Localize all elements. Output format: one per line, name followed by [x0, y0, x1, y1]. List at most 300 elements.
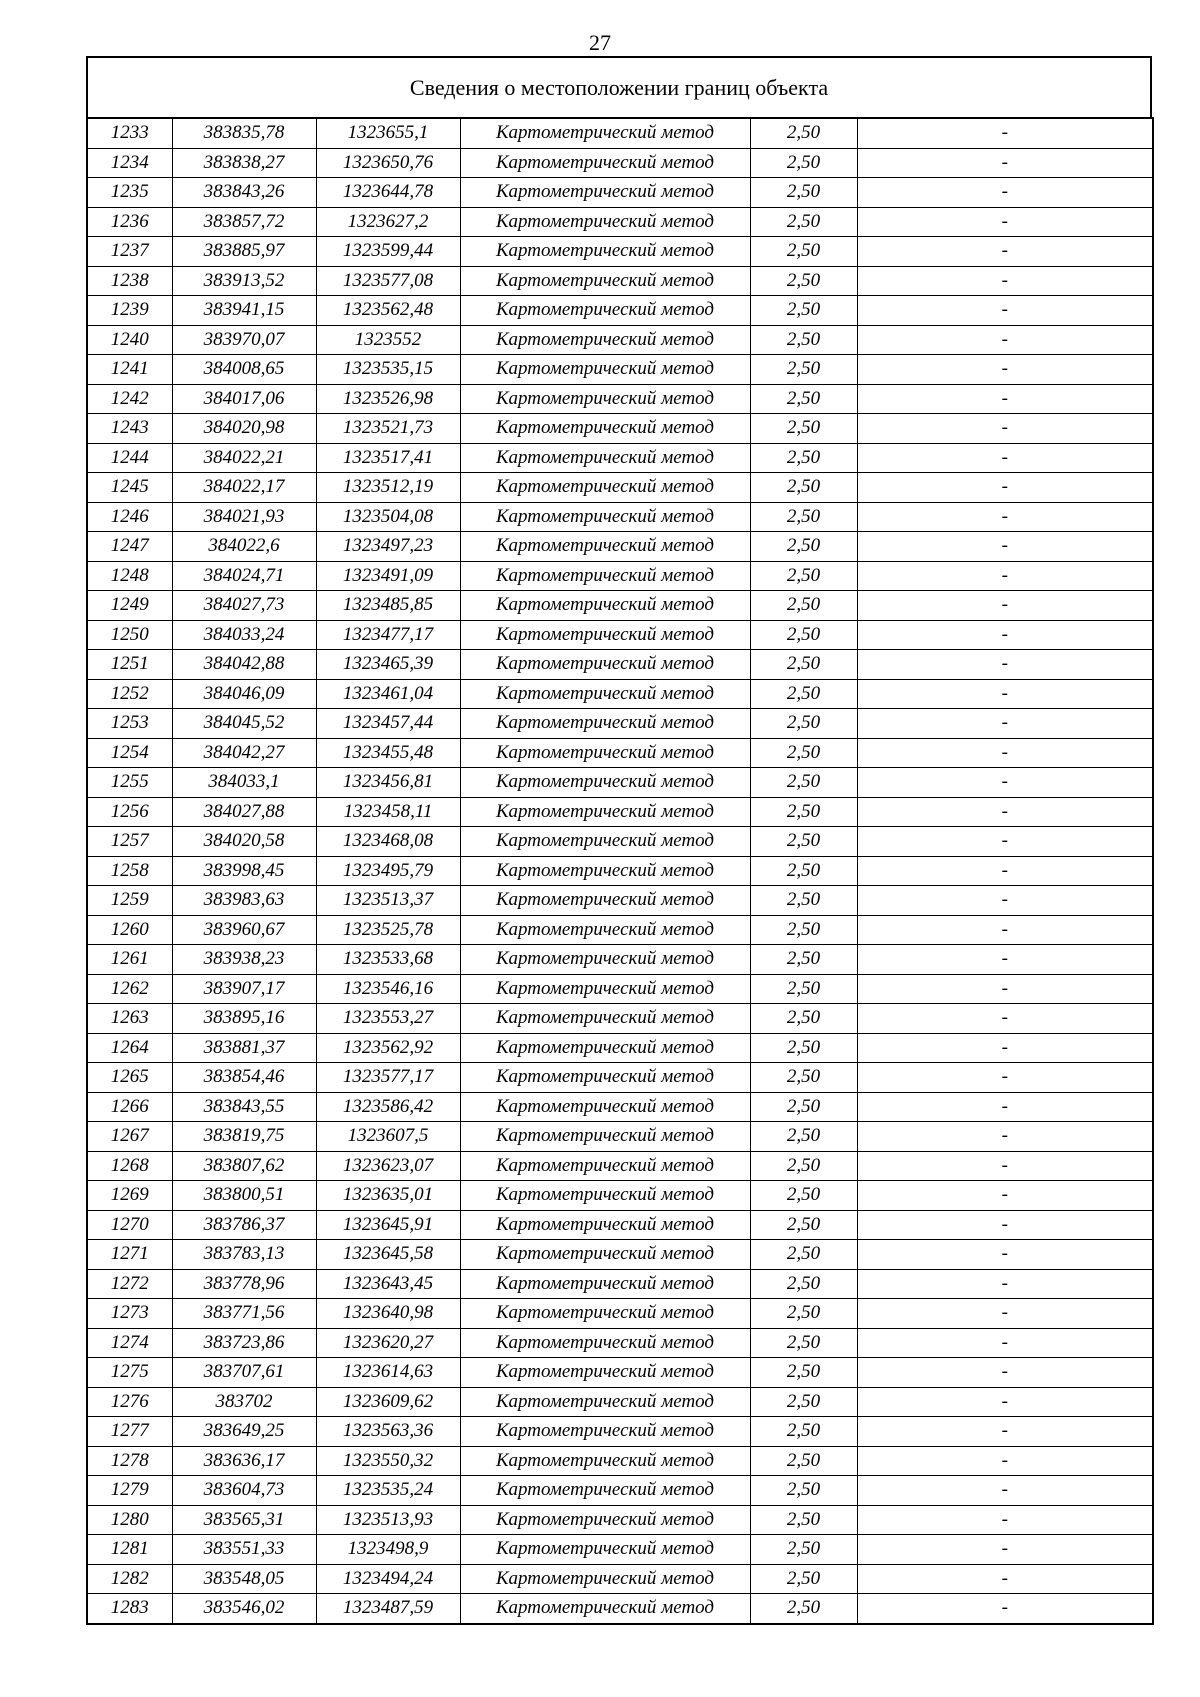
page-number: 27	[589, 30, 611, 55]
point-number-cell: 1270	[87, 1210, 172, 1240]
method-cell: Картометрический метод	[460, 1387, 750, 1417]
point-number-cell: 1252	[87, 679, 172, 709]
method-cell: Картометрический метод	[460, 1328, 750, 1358]
x-coordinate-cell: 384045,52	[172, 709, 316, 739]
method-cell: Картометрический метод	[460, 591, 750, 621]
description-cell: -	[857, 1594, 1153, 1624]
table-row	[87, 1535, 1153, 1565]
description-cell: -	[857, 1033, 1153, 1063]
description-cell: -	[857, 1564, 1153, 1594]
description-cell: -	[857, 591, 1153, 621]
accuracy-cell: 2,50	[750, 1564, 857, 1594]
point-number-cell: 1260	[87, 915, 172, 945]
description-cell: -	[857, 207, 1153, 237]
point-number-cell: 1256	[87, 797, 172, 827]
table-row	[87, 974, 1153, 1004]
point-number-cell: 1243	[87, 414, 172, 444]
table-row	[87, 178, 1153, 208]
point-number-cell: 1241	[87, 355, 172, 385]
description-cell: -	[857, 355, 1153, 385]
method-cell: Картометрический метод	[460, 207, 750, 237]
table-row	[87, 1240, 1153, 1270]
description-cell: -	[857, 886, 1153, 916]
method-cell: Картометрический метод	[460, 1417, 750, 1447]
method-cell: Картометрический метод	[460, 738, 750, 768]
x-coordinate-cell: 384022,21	[172, 443, 316, 473]
method-cell: Картометрический метод	[460, 473, 750, 503]
method-cell: Картометрический метод	[460, 237, 750, 267]
y-coordinate-cell: 1323562,92	[316, 1033, 460, 1063]
boundary-coordinates-table	[86, 117, 1154, 1625]
x-coordinate-cell: 383838,27	[172, 148, 316, 178]
x-coordinate-cell: 383843,55	[172, 1092, 316, 1122]
method-cell: Картометрический метод	[460, 768, 750, 798]
method-cell: Картометрический метод	[460, 1181, 750, 1211]
method-cell: Картометрический метод	[460, 797, 750, 827]
x-coordinate-cell: 383885,97	[172, 237, 316, 267]
method-cell: Картометрический метод	[460, 974, 750, 1004]
description-cell: -	[857, 1446, 1153, 1476]
point-number-cell: 1240	[87, 325, 172, 355]
point-number-cell: 1261	[87, 945, 172, 975]
description-cell: -	[857, 797, 1153, 827]
description-cell: -	[857, 1004, 1153, 1034]
point-number-cell: 1271	[87, 1240, 172, 1270]
accuracy-cell: 2,50	[750, 1033, 857, 1063]
y-coordinate-cell: 1323513,37	[316, 886, 460, 916]
y-coordinate-cell: 1323521,73	[316, 414, 460, 444]
table-row	[87, 384, 1153, 414]
accuracy-cell: 2,50	[750, 1417, 857, 1447]
method-cell: Картометрический метод	[460, 827, 750, 857]
point-number-cell: 1278	[87, 1446, 172, 1476]
table-row	[87, 1594, 1153, 1624]
table-title: Сведения о местоположении границ объекта	[86, 56, 1152, 117]
y-coordinate-cell: 1323485,85	[316, 591, 460, 621]
method-cell: Картометрический метод	[460, 443, 750, 473]
method-cell: Картометрический метод	[460, 325, 750, 355]
method-cell: Картометрический метод	[460, 1269, 750, 1299]
method-cell: Картометрический метод	[460, 1505, 750, 1535]
point-number-cell: 1253	[87, 709, 172, 739]
x-coordinate-cell: 383854,46	[172, 1063, 316, 1093]
y-coordinate-cell: 1323465,39	[316, 650, 460, 680]
point-number-cell: 1234	[87, 148, 172, 178]
method-cell: Картометрический метод	[460, 1535, 750, 1565]
table-row	[87, 1269, 1153, 1299]
method-cell: Картометрический метод	[460, 414, 750, 444]
table-row	[87, 1446, 1153, 1476]
description-cell: -	[857, 1210, 1153, 1240]
x-coordinate-cell: 383970,07	[172, 325, 316, 355]
point-number-cell: 1254	[87, 738, 172, 768]
method-cell: Картометрический метод	[460, 886, 750, 916]
x-coordinate-cell: 383857,72	[172, 207, 316, 237]
y-coordinate-cell: 1323494,24	[316, 1564, 460, 1594]
x-coordinate-cell: 384033,24	[172, 620, 316, 650]
accuracy-cell: 2,50	[750, 355, 857, 385]
accuracy-cell: 2,50	[750, 768, 857, 798]
method-cell: Картометрический метод	[460, 945, 750, 975]
point-number-cell: 1282	[87, 1564, 172, 1594]
y-coordinate-cell: 1323517,41	[316, 443, 460, 473]
table-row	[87, 945, 1153, 975]
point-number-cell: 1262	[87, 974, 172, 1004]
accuracy-cell: 2,50	[750, 797, 857, 827]
y-coordinate-cell: 1323491,09	[316, 561, 460, 591]
method-cell: Картометрический метод	[460, 384, 750, 414]
point-number-cell: 1273	[87, 1299, 172, 1329]
table-row	[87, 1387, 1153, 1417]
table-row	[87, 1063, 1153, 1093]
x-coordinate-cell: 383548,05	[172, 1564, 316, 1594]
x-coordinate-cell: 383707,61	[172, 1358, 316, 1388]
description-cell: -	[857, 1063, 1153, 1093]
y-coordinate-cell: 1323623,07	[316, 1151, 460, 1181]
y-coordinate-cell: 1323627,2	[316, 207, 460, 237]
accuracy-cell: 2,50	[750, 1269, 857, 1299]
accuracy-cell: 2,50	[750, 1328, 857, 1358]
x-coordinate-cell: 383702	[172, 1387, 316, 1417]
accuracy-cell: 2,50	[750, 1387, 857, 1417]
point-number-cell: 1275	[87, 1358, 172, 1388]
table-row	[87, 296, 1153, 326]
method-cell: Картометрический метод	[460, 915, 750, 945]
accuracy-cell: 2,50	[750, 886, 857, 916]
accuracy-cell: 2,50	[750, 148, 857, 178]
accuracy-cell: 2,50	[750, 945, 857, 975]
x-coordinate-cell: 383835,78	[172, 118, 316, 148]
point-number-cell: 1264	[87, 1033, 172, 1063]
method-cell: Картометрический метод	[460, 1358, 750, 1388]
description-cell: -	[857, 443, 1153, 473]
method-cell: Картометрический метод	[460, 1122, 750, 1152]
table-row	[87, 620, 1153, 650]
point-number-cell: 1279	[87, 1476, 172, 1506]
description-cell: -	[857, 1092, 1153, 1122]
point-number-cell: 1255	[87, 768, 172, 798]
accuracy-cell: 2,50	[750, 1505, 857, 1535]
accuracy-cell: 2,50	[750, 650, 857, 680]
table-row	[87, 1476, 1153, 1506]
table-row	[87, 148, 1153, 178]
table-row	[87, 237, 1153, 267]
point-number-cell: 1244	[87, 443, 172, 473]
accuracy-cell: 2,50	[750, 709, 857, 739]
method-cell: Картометрический метод	[460, 1210, 750, 1240]
accuracy-cell: 2,50	[750, 296, 857, 326]
description-cell: -	[857, 1505, 1153, 1535]
y-coordinate-cell: 1323650,76	[316, 148, 460, 178]
x-coordinate-cell: 383913,52	[172, 266, 316, 296]
point-number-cell: 1267	[87, 1122, 172, 1152]
point-number-cell: 1277	[87, 1417, 172, 1447]
method-cell: Картометрический метод	[460, 266, 750, 296]
method-cell: Картометрический метод	[460, 532, 750, 562]
description-cell: -	[857, 1299, 1153, 1329]
x-coordinate-cell: 383771,56	[172, 1299, 316, 1329]
description-cell: -	[857, 237, 1153, 267]
point-number-cell: 1268	[87, 1151, 172, 1181]
y-coordinate-cell: 1323512,19	[316, 473, 460, 503]
description-cell: -	[857, 827, 1153, 857]
accuracy-cell: 2,50	[750, 502, 857, 532]
point-number-cell: 1269	[87, 1181, 172, 1211]
y-coordinate-cell: 1323504,08	[316, 502, 460, 532]
y-coordinate-cell: 1323609,62	[316, 1387, 460, 1417]
description-cell: -	[857, 915, 1153, 945]
table-row	[87, 856, 1153, 886]
description-cell: -	[857, 1535, 1153, 1565]
description-cell: -	[857, 502, 1153, 532]
table-row	[87, 827, 1153, 857]
table-row	[87, 1004, 1153, 1034]
y-coordinate-cell: 1323456,81	[316, 768, 460, 798]
table-row	[87, 1092, 1153, 1122]
table-row	[87, 266, 1153, 296]
y-coordinate-cell: 1323553,27	[316, 1004, 460, 1034]
table-row	[87, 355, 1153, 385]
table-row	[87, 738, 1153, 768]
table-row	[87, 325, 1153, 355]
y-coordinate-cell: 1323535,15	[316, 355, 460, 385]
y-coordinate-cell: 1323461,04	[316, 679, 460, 709]
y-coordinate-cell: 1323620,27	[316, 1328, 460, 1358]
point-number-cell: 1281	[87, 1535, 172, 1565]
method-cell: Картометрический метод	[460, 118, 750, 148]
point-number-cell: 1248	[87, 561, 172, 591]
x-coordinate-cell: 383546,02	[172, 1594, 316, 1624]
table-row	[87, 591, 1153, 621]
y-coordinate-cell: 1323640,98	[316, 1299, 460, 1329]
accuracy-cell: 2,50	[750, 738, 857, 768]
table-row	[87, 532, 1153, 562]
accuracy-cell: 2,50	[750, 1210, 857, 1240]
y-coordinate-cell: 1323586,42	[316, 1092, 460, 1122]
accuracy-cell: 2,50	[750, 1535, 857, 1565]
x-coordinate-cell: 383783,13	[172, 1240, 316, 1270]
x-coordinate-cell: 383778,96	[172, 1269, 316, 1299]
description-cell: -	[857, 1151, 1153, 1181]
x-coordinate-cell: 384046,09	[172, 679, 316, 709]
y-coordinate-cell: 1323458,11	[316, 797, 460, 827]
table-row	[87, 1033, 1153, 1063]
method-cell: Картометрический метод	[460, 1564, 750, 1594]
point-number-cell: 1242	[87, 384, 172, 414]
x-coordinate-cell: 384020,58	[172, 827, 316, 857]
method-cell: Картометрический метод	[460, 148, 750, 178]
method-cell: Картометрический метод	[460, 1594, 750, 1624]
point-number-cell: 1235	[87, 178, 172, 208]
description-cell: -	[857, 414, 1153, 444]
y-coordinate-cell: 1323525,78	[316, 915, 460, 945]
table-row	[87, 1299, 1153, 1329]
method-cell: Картометрический метод	[460, 650, 750, 680]
method-cell: Картометрический метод	[460, 1476, 750, 1506]
y-coordinate-cell: 1323477,17	[316, 620, 460, 650]
y-coordinate-cell: 1323513,93	[316, 1505, 460, 1535]
point-number-cell: 1250	[87, 620, 172, 650]
description-cell: -	[857, 532, 1153, 562]
accuracy-cell: 2,50	[750, 532, 857, 562]
accuracy-cell: 2,50	[750, 1299, 857, 1329]
description-cell: -	[857, 709, 1153, 739]
accuracy-cell: 2,50	[750, 266, 857, 296]
table-row	[87, 1358, 1153, 1388]
description-cell: -	[857, 1358, 1153, 1388]
x-coordinate-cell: 384027,73	[172, 591, 316, 621]
table-row	[87, 709, 1153, 739]
description-cell: -	[857, 384, 1153, 414]
table-row	[87, 797, 1153, 827]
x-coordinate-cell: 384008,65	[172, 355, 316, 385]
description-cell: -	[857, 768, 1153, 798]
method-cell: Картометрический метод	[460, 679, 750, 709]
table-row	[87, 1181, 1153, 1211]
description-cell: -	[857, 620, 1153, 650]
table-row	[87, 561, 1153, 591]
table-row	[87, 1210, 1153, 1240]
method-cell: Картометрический метод	[460, 1299, 750, 1329]
table-row	[87, 207, 1153, 237]
y-coordinate-cell: 1323577,17	[316, 1063, 460, 1093]
table-row	[87, 768, 1153, 798]
description-cell: -	[857, 1269, 1153, 1299]
point-number-cell: 1251	[87, 650, 172, 680]
table-row	[87, 1122, 1153, 1152]
y-coordinate-cell: 1323550,32	[316, 1446, 460, 1476]
x-coordinate-cell: 383819,75	[172, 1122, 316, 1152]
y-coordinate-cell: 1323535,24	[316, 1476, 460, 1506]
x-coordinate-cell: 383604,73	[172, 1476, 316, 1506]
table-row	[87, 1417, 1153, 1447]
x-coordinate-cell: 383895,16	[172, 1004, 316, 1034]
description-cell: -	[857, 1476, 1153, 1506]
y-coordinate-cell: 1323495,79	[316, 856, 460, 886]
table-row	[87, 118, 1153, 148]
description-cell: -	[857, 1328, 1153, 1358]
point-number-cell: 1263	[87, 1004, 172, 1034]
accuracy-cell: 2,50	[750, 414, 857, 444]
x-coordinate-cell: 384042,88	[172, 650, 316, 680]
accuracy-cell: 2,50	[750, 237, 857, 267]
y-coordinate-cell: 1323607,5	[316, 1122, 460, 1152]
accuracy-cell: 2,50	[750, 118, 857, 148]
description-cell: -	[857, 1240, 1153, 1270]
accuracy-cell: 2,50	[750, 974, 857, 1004]
method-cell: Картометрический метод	[460, 709, 750, 739]
point-number-cell: 1238	[87, 266, 172, 296]
point-number-cell: 1276	[87, 1387, 172, 1417]
method-cell: Картометрический метод	[460, 1092, 750, 1122]
method-cell: Картометрический метод	[460, 1033, 750, 1063]
y-coordinate-cell: 1323497,23	[316, 532, 460, 562]
x-coordinate-cell: 383807,62	[172, 1151, 316, 1181]
accuracy-cell: 2,50	[750, 443, 857, 473]
accuracy-cell: 2,50	[750, 325, 857, 355]
point-number-cell: 1283	[87, 1594, 172, 1624]
table-row	[87, 1328, 1153, 1358]
x-coordinate-cell: 384021,93	[172, 502, 316, 532]
point-number-cell: 1274	[87, 1328, 172, 1358]
point-number-cell: 1272	[87, 1269, 172, 1299]
description-cell: -	[857, 296, 1153, 326]
y-coordinate-cell: 1323498,9	[316, 1535, 460, 1565]
point-number-cell: 1239	[87, 296, 172, 326]
description-cell: -	[857, 561, 1153, 591]
x-coordinate-cell: 383843,26	[172, 178, 316, 208]
x-coordinate-cell: 384017,06	[172, 384, 316, 414]
description-cell: -	[857, 118, 1153, 148]
x-coordinate-cell: 383723,86	[172, 1328, 316, 1358]
description-cell: -	[857, 148, 1153, 178]
accuracy-cell: 2,50	[750, 1122, 857, 1152]
x-coordinate-cell: 384042,27	[172, 738, 316, 768]
method-cell: Картометрический метод	[460, 502, 750, 532]
x-coordinate-cell: 383907,17	[172, 974, 316, 1004]
x-coordinate-cell: 383941,15	[172, 296, 316, 326]
point-number-cell: 1280	[87, 1505, 172, 1535]
table-body	[87, 118, 1153, 1624]
x-coordinate-cell: 384020,98	[172, 414, 316, 444]
description-cell: -	[857, 325, 1153, 355]
accuracy-cell: 2,50	[750, 473, 857, 503]
description-cell: -	[857, 1122, 1153, 1152]
table-row	[87, 679, 1153, 709]
accuracy-cell: 2,50	[750, 384, 857, 414]
description-cell: -	[857, 1387, 1153, 1417]
method-cell: Картометрический метод	[460, 620, 750, 650]
accuracy-cell: 2,50	[750, 1063, 857, 1093]
y-coordinate-cell: 1323533,68	[316, 945, 460, 975]
accuracy-cell: 2,50	[750, 1358, 857, 1388]
description-cell: -	[857, 856, 1153, 886]
table-row	[87, 502, 1153, 532]
accuracy-cell: 2,50	[750, 178, 857, 208]
x-coordinate-cell: 383565,31	[172, 1505, 316, 1535]
point-number-cell: 1257	[87, 827, 172, 857]
x-coordinate-cell: 383983,63	[172, 886, 316, 916]
accuracy-cell: 2,50	[750, 591, 857, 621]
table-row	[87, 1564, 1153, 1594]
y-coordinate-cell: 1323577,08	[316, 266, 460, 296]
accuracy-cell: 2,50	[750, 620, 857, 650]
table-row	[87, 1505, 1153, 1535]
y-coordinate-cell: 1323655,1	[316, 118, 460, 148]
y-coordinate-cell: 1323643,45	[316, 1269, 460, 1299]
accuracy-cell: 2,50	[750, 1446, 857, 1476]
method-cell: Картометрический метод	[460, 1446, 750, 1476]
point-number-cell: 1249	[87, 591, 172, 621]
description-cell: -	[857, 266, 1153, 296]
table-row	[87, 1151, 1153, 1181]
table-row	[87, 473, 1153, 503]
x-coordinate-cell: 383938,23	[172, 945, 316, 975]
y-coordinate-cell: 1323644,78	[316, 178, 460, 208]
y-coordinate-cell: 1323526,98	[316, 384, 460, 414]
method-cell: Картометрический метод	[460, 1004, 750, 1034]
x-coordinate-cell: 383786,37	[172, 1210, 316, 1240]
point-number-cell: 1237	[87, 237, 172, 267]
point-number-cell: 1258	[87, 856, 172, 886]
point-number-cell: 1259	[87, 886, 172, 916]
description-cell: -	[857, 1181, 1153, 1211]
x-coordinate-cell: 383636,17	[172, 1446, 316, 1476]
x-coordinate-cell: 384024,71	[172, 561, 316, 591]
y-coordinate-cell: 1323468,08	[316, 827, 460, 857]
y-coordinate-cell: 1323599,44	[316, 237, 460, 267]
description-cell: -	[857, 974, 1153, 1004]
